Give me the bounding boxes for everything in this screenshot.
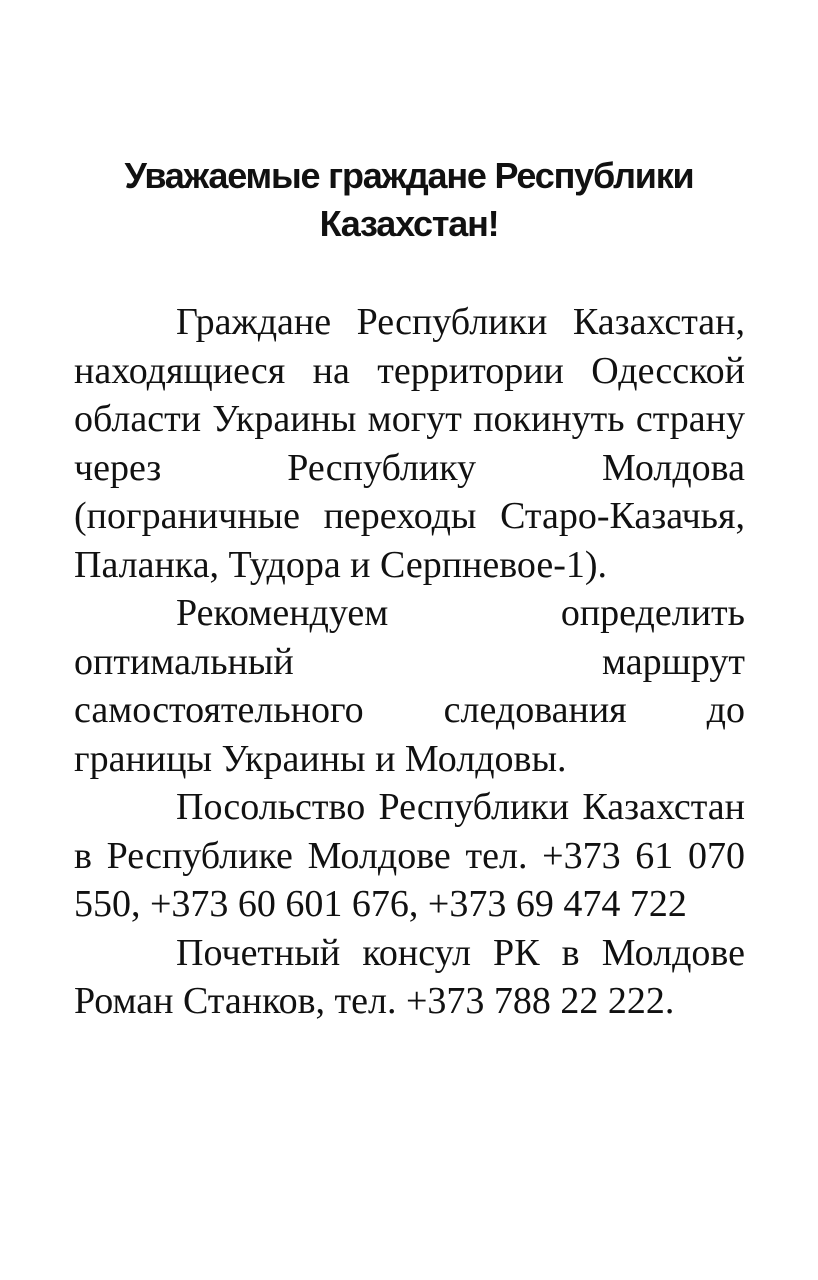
paragraph-embassy-contacts: Посольство Республики Казахстан в Республике Молдове тел. +373 61 070 550, +373 60 601 676, +373 69 474 722 [74, 786, 745, 925]
paragraph-route-recommendation: Рекомендуем определить оптимальный маршрут самостоятельного следования до границы Украины и Молдовы. [74, 592, 745, 780]
title-line-2: Казахстан! [319, 203, 499, 244]
paragraph-border-crossings: Граждане Республики Казахстан, находящиеся на территории Одесской области Украины могут покинуть страну через Республику Молдова (пограничные переходы Старо-Казачья, Паланка, Тудора и Серпневое-1). [74, 301, 745, 586]
notice-body [74, 298, 745, 1026]
notice-title [60, 152, 758, 248]
title-line-1: Уважаемые граждане Республики [124, 155, 694, 196]
paragraph-honorary-consul: Почетный консул РК в Молдове Роман Станков, тел. +373 788 22 222. [74, 931, 745, 1022]
